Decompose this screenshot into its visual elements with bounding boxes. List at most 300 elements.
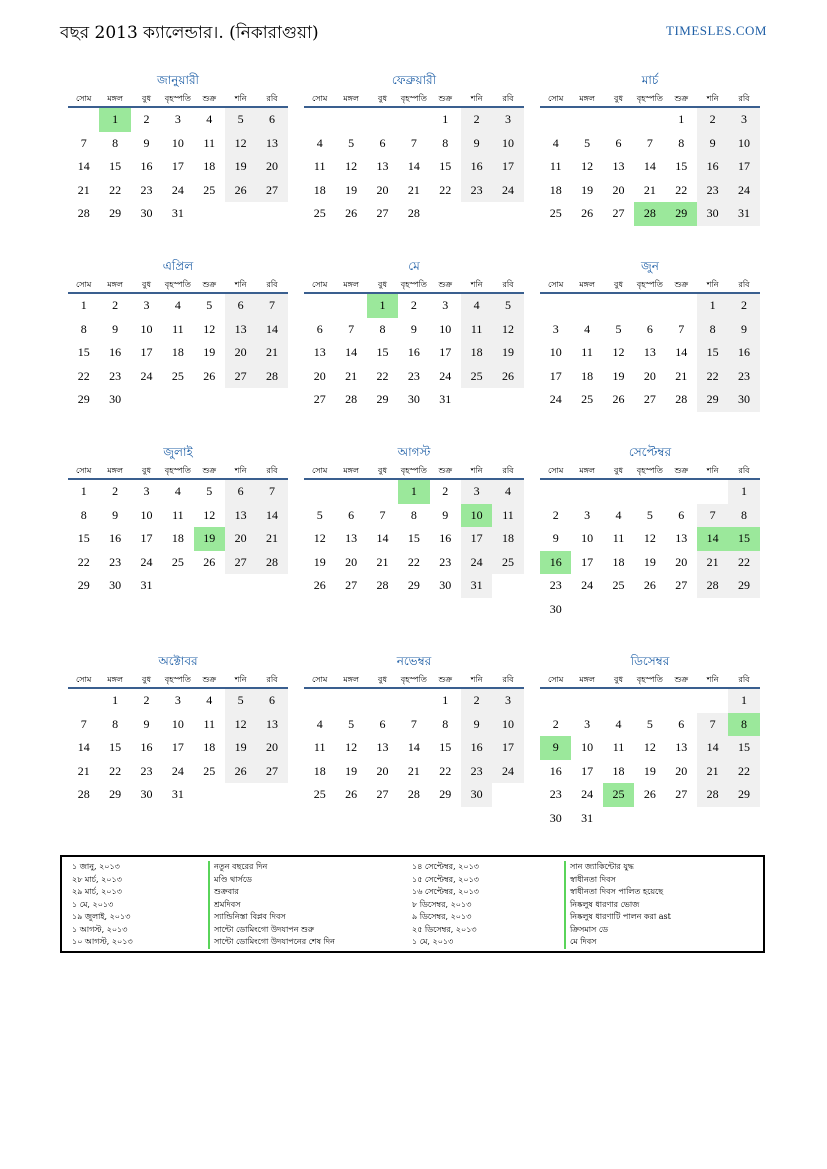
day-cell: 11 <box>313 159 326 173</box>
day-cell: 28 <box>697 783 728 807</box>
month-block <box>68 258 288 412</box>
day-cell: 8 <box>678 135 685 150</box>
weekday-label: রবি <box>738 94 750 103</box>
day-cell <box>492 783 523 807</box>
holiday-name: মণ্ডি থার্সডে <box>208 874 335 887</box>
day-cell: 7 <box>410 135 417 150</box>
day-cell: 9 <box>112 321 119 336</box>
week-row <box>540 179 760 203</box>
day-cell: 26 <box>643 578 656 592</box>
day-cell: 26 <box>581 206 594 220</box>
day-cell: 31 <box>140 578 153 592</box>
day-cell: 29 <box>376 392 389 406</box>
day-cell: 24 <box>439 368 452 383</box>
day-cell: 29 <box>77 578 90 592</box>
weekday-header <box>304 88 524 108</box>
day-cell <box>634 689 665 713</box>
day-cell: 18 <box>203 159 216 173</box>
week-row <box>304 574 524 598</box>
day-cell: 9 <box>143 716 150 731</box>
month-name: জুন <box>641 259 659 273</box>
day-cell: 6 <box>678 716 685 731</box>
day-cell: 4 <box>174 298 181 312</box>
week-row <box>68 689 288 713</box>
day-cell <box>634 598 665 622</box>
day-cell: 28 <box>77 206 90 220</box>
weekday-label: শুক্র <box>438 675 453 684</box>
weekday-header <box>304 669 524 689</box>
weekday-label: বৃহস্পতি <box>164 675 191 684</box>
weekday-label: রবি <box>266 675 278 684</box>
weekday-label: বুধ <box>142 280 151 289</box>
day-cell: 29 <box>109 787 122 801</box>
day-cell: 24 <box>461 551 492 575</box>
day-cell: 14 <box>256 318 287 342</box>
day-cell <box>225 783 256 807</box>
week-row <box>540 807 760 831</box>
day-cell: 31 <box>439 392 452 406</box>
day-cell <box>697 807 728 831</box>
day-cell: 13 <box>376 159 389 173</box>
holiday-name: সান্টো ডোমিংগো উদযাপন শুরু <box>208 924 335 937</box>
month-block <box>540 444 760 621</box>
weekday-label: মঙ্গল <box>343 280 359 289</box>
holiday-date: ১৫ সেপ্টেম্বর, ২০১৩ <box>412 874 479 884</box>
day-cell: 19 <box>643 763 656 778</box>
day-cell: 22 <box>697 365 728 389</box>
week-row <box>540 574 760 598</box>
holiday-date: ১ মে, ২০১৩ <box>72 899 114 909</box>
weekday-label: শুক্র <box>438 466 453 475</box>
day-cell <box>634 294 665 318</box>
day-cell: 20 <box>376 182 389 197</box>
day-cell: 12 <box>345 740 358 754</box>
day-cell: 4 <box>174 484 181 498</box>
holiday-date: ১০ আগস্ট, ২০১৩ <box>72 937 133 946</box>
weekday-label: শনি <box>234 466 247 475</box>
day-cell: 23 <box>697 179 728 203</box>
holiday-name: নিষ্কলুষ ধারণাটি পালন করা ast <box>564 911 671 924</box>
day-cell <box>666 689 697 713</box>
weekday-label: মঙ্গল <box>343 94 359 103</box>
holiday-name: স্বাধীনতা দিবস পালিত হয়েছে <box>564 886 671 899</box>
day-cell <box>571 108 602 132</box>
day-cell: 19 <box>194 527 225 551</box>
day-cell: 6 <box>316 321 323 336</box>
holiday-dates-left <box>72 861 133 949</box>
weekday-label: বৃহস্পতি <box>400 280 427 289</box>
week-row <box>304 551 524 575</box>
month-name: সেপ্টেম্বর <box>628 445 672 459</box>
day-cell: 8 <box>112 716 119 731</box>
day-cell: 3 <box>461 480 492 504</box>
weekday-label: সোম <box>548 466 564 475</box>
day-cell <box>697 480 728 504</box>
day-cell: 9 <box>461 713 492 737</box>
day-cell: 5 <box>646 716 653 731</box>
weekday-label: সোম <box>76 675 92 684</box>
month-name: ফেব্রুয়ারী <box>391 73 437 87</box>
day-cell: 20 <box>225 341 256 365</box>
day-cell: 6 <box>379 716 386 731</box>
weekday-label: বৃহস্পতি <box>636 675 663 684</box>
day-cell: 10 <box>171 716 184 731</box>
page-title: বছর 2013 ক্যালেন্ডার।. (নিকারাগুয়া) <box>60 23 319 43</box>
day-cell: 26 <box>345 206 358 220</box>
day-cell: 1 <box>398 480 429 504</box>
day-cell: 17 <box>439 345 452 359</box>
day-cell: 13 <box>675 740 688 754</box>
day-cell <box>697 598 728 622</box>
weekday-header <box>540 274 760 294</box>
day-cell <box>666 598 697 622</box>
weekday-label: সোম <box>76 466 92 475</box>
day-cell: 21 <box>256 527 287 551</box>
day-cell: 21 <box>376 554 389 569</box>
day-cell: 6 <box>348 507 355 522</box>
day-cell: 1 <box>99 108 130 132</box>
day-cell: 12 <box>203 321 216 336</box>
day-cell: 19 <box>225 736 256 760</box>
month-block <box>68 653 288 807</box>
weekday-label: বুধ <box>378 675 387 684</box>
day-cell: 2 <box>697 108 728 132</box>
day-cell: 16 <box>697 155 728 179</box>
week-row <box>540 783 760 807</box>
day-cell: 3 <box>492 689 523 713</box>
day-cell: 26 <box>313 578 326 592</box>
day-cell: 14 <box>697 527 728 551</box>
day-cell: 17 <box>492 736 523 760</box>
month-block <box>304 444 524 598</box>
weekday-label: মঙ্গল <box>107 466 123 475</box>
day-cell: 29 <box>407 578 420 592</box>
weekday-header <box>540 460 760 480</box>
day-cell: 22 <box>407 554 420 569</box>
weekday-label: বুধ <box>378 280 387 289</box>
day-cell <box>335 108 366 132</box>
day-cell: 20 <box>345 554 358 569</box>
day-cell: 19 <box>313 554 326 569</box>
day-cell: 14 <box>407 740 420 754</box>
day-cell <box>571 294 602 318</box>
day-cell <box>492 574 523 598</box>
day-cell: 15 <box>109 159 122 173</box>
day-cell: 26 <box>643 787 656 801</box>
day-cell <box>461 202 492 226</box>
day-cell: 16 <box>549 763 562 778</box>
day-cell: 4 <box>206 112 213 126</box>
weekday-label: সোম <box>548 675 564 684</box>
week-row <box>304 527 524 551</box>
day-cell: 7 <box>697 713 728 737</box>
week-row <box>68 504 288 528</box>
day-cell: 20 <box>256 155 287 179</box>
day-cell: 7 <box>678 321 685 336</box>
day-cell: 29 <box>728 574 759 598</box>
day-cell: 2 <box>410 298 417 312</box>
day-cell: 10 <box>492 713 523 737</box>
day-cell: 11 <box>461 318 492 342</box>
day-cell: 7 <box>697 504 728 528</box>
weekday-label: শুক্র <box>202 675 217 684</box>
day-cell <box>540 689 571 713</box>
day-cell: 18 <box>612 554 625 569</box>
day-cell <box>367 480 398 504</box>
day-cell: 10 <box>492 132 523 156</box>
weekday-label: শনি <box>470 94 483 103</box>
day-cell: 23 <box>549 578 562 592</box>
day-cell: 18 <box>313 182 326 197</box>
day-cell <box>430 202 461 226</box>
day-cell: 26 <box>225 179 256 203</box>
weekday-label: শনি <box>470 466 483 475</box>
weekday-label: বৃহস্পতি <box>636 466 663 475</box>
day-cell: 13 <box>675 531 688 545</box>
day-cell: 17 <box>728 155 759 179</box>
day-cell: 21 <box>407 182 420 197</box>
day-cell: 15 <box>77 531 90 545</box>
holiday-name: সান জ্যাকিন্টোর যুদ্ধ <box>564 861 671 874</box>
day-cell <box>194 388 225 412</box>
week-row <box>304 179 524 203</box>
day-cell: 19 <box>225 155 256 179</box>
month-name: ডিসেম্বর <box>630 654 670 668</box>
weekday-label: শনি <box>234 94 247 103</box>
day-cell: 25 <box>603 783 634 807</box>
week-row <box>304 760 524 784</box>
day-cell: 3 <box>143 484 150 498</box>
weekday-label: শনি <box>706 675 719 684</box>
day-cell: 20 <box>376 763 389 778</box>
month-block <box>68 444 288 598</box>
day-cell: 25 <box>171 368 184 383</box>
weekday-label: মঙ্গল <box>343 466 359 475</box>
day-cell: 25 <box>581 392 594 406</box>
weekday-label: বুধ <box>614 280 623 289</box>
day-cell <box>194 783 225 807</box>
day-cell: 15 <box>439 740 452 754</box>
day-cell: 1 <box>678 112 685 126</box>
weekday-label: রবি <box>266 94 278 103</box>
day-cell: 4 <box>316 135 323 150</box>
month-name: এপ্রিল <box>162 259 194 273</box>
day-cell: 8 <box>697 318 728 342</box>
weekday-label: শনি <box>706 280 719 289</box>
day-cell: 22 <box>675 182 688 197</box>
month-block <box>304 653 524 807</box>
day-cell: 29 <box>728 783 759 807</box>
day-cell: 17 <box>581 763 594 778</box>
day-cell: 25 <box>203 763 216 778</box>
day-cell: 13 <box>345 531 358 545</box>
day-cell: 22 <box>439 182 452 197</box>
weekday-label: বৃহস্পতি <box>400 94 427 103</box>
day-cell: 1 <box>442 112 449 126</box>
weekday-label: মঙ্গল <box>579 280 595 289</box>
day-cell: 28 <box>675 392 688 406</box>
month-block <box>540 72 760 226</box>
day-cell: 23 <box>549 787 562 801</box>
day-cell: 8 <box>442 135 449 150</box>
day-cell: 26 <box>492 365 523 389</box>
day-cell <box>634 108 665 132</box>
week-row <box>304 294 524 318</box>
holiday-date: ১ জানু, ২০১৩ <box>72 862 120 871</box>
day-cell: 14 <box>256 504 287 528</box>
week-row <box>540 341 760 365</box>
day-cell: 2 <box>728 294 759 318</box>
day-cell: 26 <box>612 392 625 406</box>
day-cell: 13 <box>313 345 326 359</box>
day-cell: 7 <box>348 321 355 336</box>
day-cell <box>398 689 429 713</box>
day-cell: 21 <box>407 763 420 778</box>
day-cell: 23 <box>461 179 492 203</box>
holiday-date: ২৫ ডিসেম্বর, ২০১৩ <box>412 924 477 934</box>
day-cell <box>492 388 523 412</box>
day-cell: 2 <box>552 716 559 731</box>
day-cell: 2 <box>143 112 150 126</box>
day-cell: 28 <box>407 206 420 220</box>
week-row <box>68 574 288 598</box>
weekday-label: রবি <box>502 675 514 684</box>
day-cell: 1 <box>697 294 728 318</box>
weekday-label: মঙ্গল <box>107 675 123 684</box>
day-cell: 12 <box>225 713 256 737</box>
holiday-date: ৯ ডিসেম্বর, ২০১৩ <box>412 912 472 921</box>
week-row <box>304 736 524 760</box>
day-cell: 8 <box>80 321 87 336</box>
day-cell: 23 <box>407 368 420 383</box>
day-cell: 27 <box>256 760 287 784</box>
day-cell <box>162 574 193 598</box>
day-cell: 21 <box>77 182 90 197</box>
day-cell: 16 <box>140 740 153 754</box>
day-cell: 31 <box>171 206 184 220</box>
day-cell: 17 <box>140 531 153 545</box>
day-cell: 16 <box>407 345 420 359</box>
day-cell <box>461 388 492 412</box>
day-cell: 12 <box>313 531 326 545</box>
day-cell: 1 <box>80 484 87 498</box>
weekday-label: সোম <box>312 466 328 475</box>
day-cell: 29 <box>666 202 697 226</box>
weekday-label: বুধ <box>378 466 387 475</box>
day-cell: 15 <box>109 740 122 754</box>
weekday-label: মঙ্গল <box>579 675 595 684</box>
day-cell: 20 <box>643 368 656 383</box>
day-cell: 21 <box>675 368 688 383</box>
week-row <box>540 736 760 760</box>
day-cell: 24 <box>492 760 523 784</box>
weekday-header <box>68 88 288 108</box>
day-cell: 5 <box>348 716 355 731</box>
day-cell <box>256 202 287 226</box>
holiday-names-right <box>564 861 671 949</box>
weekday-label: সোম <box>548 94 564 103</box>
month-name: জানুয়ারী <box>157 73 199 87</box>
week-row <box>304 202 524 226</box>
day-cell: 3 <box>584 716 591 731</box>
day-cell: 3 <box>442 298 449 312</box>
day-cell: 27 <box>313 392 326 406</box>
day-cell: 18 <box>313 763 326 778</box>
day-cell: 14 <box>376 531 389 545</box>
day-cell: 30 <box>728 388 759 412</box>
month-name: নভেম্বর <box>396 654 432 668</box>
day-cell: 9 <box>143 135 150 150</box>
day-cell: 18 <box>171 345 184 359</box>
day-cell: 17 <box>549 368 562 383</box>
week-row <box>68 108 288 132</box>
day-cell: 26 <box>203 554 216 569</box>
week-row <box>540 480 760 504</box>
day-cell: 14 <box>643 159 656 173</box>
day-cell <box>603 807 634 831</box>
day-cell: 6 <box>615 135 622 150</box>
week-row <box>540 318 760 342</box>
day-cell: 3 <box>492 108 523 132</box>
day-cell: 5 <box>206 484 213 498</box>
day-cell: 24 <box>140 368 153 383</box>
day-cell: 27 <box>675 578 688 592</box>
day-cell: 25 <box>612 578 625 592</box>
day-cell: 11 <box>581 345 593 359</box>
month-name: অক্টোবর <box>158 654 198 668</box>
day-cell: 18 <box>549 182 562 197</box>
brand-link[interactable]: TIMESLES.COM <box>666 23 767 38</box>
day-cell: 28 <box>256 365 287 389</box>
month-block <box>304 72 524 226</box>
month-block <box>68 72 288 226</box>
week-row <box>540 551 760 575</box>
day-cell: 9 <box>697 132 728 156</box>
day-cell: 26 <box>345 787 358 801</box>
day-cell: 22 <box>77 368 90 383</box>
holiday-date: ১৯ জুলাই, ২০১৩ <box>72 912 131 921</box>
day-cell: 13 <box>256 132 287 156</box>
day-cell: 21 <box>643 182 656 197</box>
day-cell: 11 <box>203 716 216 731</box>
weekday-label: শুক্র <box>674 675 689 684</box>
day-cell <box>256 574 287 598</box>
week-row <box>304 388 524 412</box>
day-cell <box>335 294 366 318</box>
day-cell: 4 <box>584 321 591 336</box>
day-cell <box>225 388 256 412</box>
day-cell: 9 <box>112 507 119 522</box>
weekday-header <box>540 88 760 108</box>
holiday-name: স্যান্ডিনিস্তা বিপ্লব দিবস <box>208 911 335 924</box>
weekday-label: রবি <box>738 466 750 475</box>
day-cell: 17 <box>171 740 184 754</box>
day-cell: 17 <box>581 554 594 569</box>
day-cell: 17 <box>140 345 153 359</box>
day-cell: 23 <box>728 365 759 389</box>
weekday-label: বুধ <box>142 675 151 684</box>
day-cell: 5 <box>615 321 622 336</box>
day-cell: 30 <box>407 392 420 406</box>
day-cell <box>571 598 602 622</box>
weekday-label: বুধ <box>142 94 151 103</box>
weekday-label: সোম <box>312 94 328 103</box>
day-cell: 6 <box>225 294 256 318</box>
day-cell <box>571 689 602 713</box>
weekday-header <box>540 669 760 689</box>
day-cell: 22 <box>728 551 759 575</box>
month-block <box>540 653 760 830</box>
